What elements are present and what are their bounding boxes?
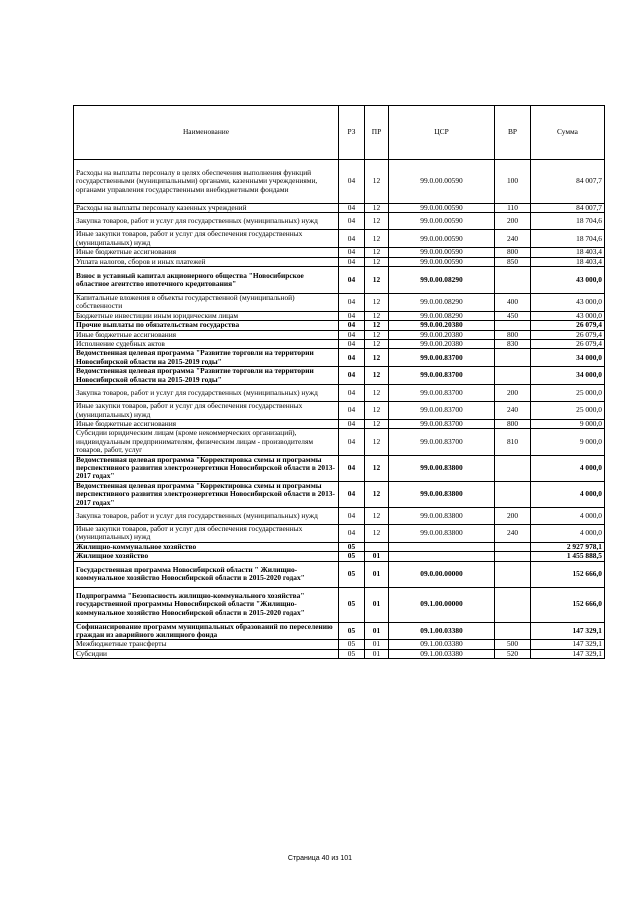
cell-pr: 12 <box>365 340 389 349</box>
cell-sum: 147 329,1 <box>531 640 605 649</box>
cell-name: Исполнение судебных актов <box>74 340 339 349</box>
cell-pr: 12 <box>365 349 389 367</box>
cell-rz: 05 <box>339 649 365 658</box>
cell-csr: 09.0.00.00000 <box>389 561 495 587</box>
cell-rz: 05 <box>339 587 365 622</box>
cell-sum: 25 000,0 <box>531 402 605 420</box>
cell-sum: 147 329,1 <box>531 622 605 640</box>
cell-vr: 240 <box>495 524 531 542</box>
cell-vr <box>495 481 531 507</box>
cell-name: Иные бюджетные ассигнования <box>74 248 339 257</box>
cell-rz: 04 <box>339 248 365 257</box>
cell-name: Закупка товаров, работ и услуг для государственных (муниципальных) нужд <box>74 385 339 402</box>
table-row <box>74 294 605 312</box>
cell-rz: 04 <box>339 419 365 428</box>
cell-rz: 04 <box>339 257 365 266</box>
cell-sum: 34 000,0 <box>531 367 605 385</box>
cell-sum: 84 007,7 <box>531 204 605 213</box>
table-row <box>74 340 605 349</box>
cell-vr: 800 <box>495 330 531 339</box>
cell-pr: 12 <box>365 321 389 330</box>
cell-pr: 12 <box>365 160 389 204</box>
page-number: Страница 40 из 101 <box>287 855 353 862</box>
table-row <box>74 213 605 230</box>
cell-rz: 04 <box>339 321 365 330</box>
table-row <box>74 640 605 649</box>
cell-name: Ведомственная целевая программа "Корректировка схемы и программы перспективного развития электроэнергетики Новосибирской области в 2013-2017 годах" <box>74 455 339 481</box>
header-sum: Сумма <box>531 106 605 160</box>
cell-name: Иные закупки товаров, работ и услуг для обеспечения государственных (муниципальных) нужд <box>74 230 339 248</box>
cell-pr: 12 <box>365 204 389 213</box>
cell-vr <box>495 267 531 294</box>
cell-vr: 400 <box>495 294 531 312</box>
header-pr: ПР <box>365 106 389 160</box>
cell-csr: 09.1.00.03380 <box>389 640 495 649</box>
cell-rz: 04 <box>339 455 365 481</box>
cell-csr: 99.0.00.83700 <box>389 367 495 385</box>
cell-csr: 99.0.00.83700 <box>389 429 495 455</box>
cell-pr <box>365 542 389 551</box>
cell-vr <box>495 455 531 481</box>
table-row <box>74 321 605 330</box>
cell-name: Иные бюджетные ассигнования <box>74 419 339 428</box>
cell-name: Иные закупки товаров, работ и услуг для обеспечения государственных (муниципальных) нужд <box>74 524 339 542</box>
cell-rz: 04 <box>339 385 365 402</box>
cell-rz: 05 <box>339 640 365 649</box>
cell-vr <box>495 367 531 385</box>
cell-csr: 99.0.00.08290 <box>389 311 495 320</box>
table-row <box>74 622 605 640</box>
cell-sum: 147 329,1 <box>531 649 605 658</box>
cell-sum: 4 000,0 <box>531 524 605 542</box>
cell-csr: 99.0.00.83700 <box>389 419 495 428</box>
table-row <box>74 542 605 551</box>
cell-csr: 99.0.00.20380 <box>389 340 495 349</box>
cell-pr: 01 <box>365 552 389 561</box>
cell-name: Иные закупки товаров, работ и услуг для обеспечения государственных (муниципальных) нужд <box>74 402 339 420</box>
header-vr: ВР <box>495 106 531 160</box>
cell-pr: 12 <box>365 213 389 230</box>
cell-name: Уплата налогов, сборов и иных платежей <box>74 257 339 266</box>
cell-name: Прочие выплаты по обязательствам государства <box>74 321 339 330</box>
cell-name: Ведомственная целевая программа "Развитие торговли на территории Новосибирской области на 2015-2019 годы" <box>74 367 339 385</box>
cell-rz: 04 <box>339 429 365 455</box>
cell-vr: 500 <box>495 640 531 649</box>
cell-rz: 04 <box>339 330 365 339</box>
cell-csr: 99.0.00.00590 <box>389 204 495 213</box>
cell-rz: 04 <box>339 524 365 542</box>
table-row <box>74 402 605 420</box>
cell-pr: 12 <box>365 385 389 402</box>
cell-sum: 9 000,0 <box>531 419 605 428</box>
cell-pr: 01 <box>365 587 389 622</box>
table-row <box>74 160 605 204</box>
table-row <box>74 419 605 428</box>
cell-csr: 99.0.00.83800 <box>389 481 495 507</box>
cell-csr: 99.0.00.08290 <box>389 267 495 294</box>
cell-pr: 01 <box>365 622 389 640</box>
cell-rz: 04 <box>339 340 365 349</box>
table-row <box>74 481 605 507</box>
cell-name: Ведомственная целевая программа "Развитие торговли на территории Новосибирской области на 2015-2019 годы" <box>74 349 339 367</box>
cell-sum: 1 455 888,5 <box>531 552 605 561</box>
cell-csr: 99.0.00.00590 <box>389 230 495 248</box>
cell-sum: 34 000,0 <box>531 349 605 367</box>
cell-name: Жилищно-коммунальное хозяйство <box>74 542 339 551</box>
cell-vr: 810 <box>495 429 531 455</box>
cell-csr: 99.0.00.83700 <box>389 402 495 420</box>
cell-rz: 04 <box>339 311 365 320</box>
cell-csr: 99.0.00.00590 <box>389 213 495 230</box>
cell-pr: 12 <box>365 248 389 257</box>
table-row <box>74 248 605 257</box>
cell-name: Капитальные вложения в объекты государственной (муниципальной) собственности <box>74 294 339 312</box>
table-row <box>74 587 605 622</box>
cell-rz: 04 <box>339 294 365 312</box>
cell-vr: 830 <box>495 340 531 349</box>
cell-vr <box>495 561 531 587</box>
cell-name: Взнос в уставный капитал акционерного общества "Новосибирское областное агентство ипотечного кредитования" <box>74 267 339 294</box>
cell-csr: 99.0.00.00590 <box>389 160 495 204</box>
cell-sum: 4 000,0 <box>531 455 605 481</box>
cell-sum: 26 079,4 <box>531 330 605 339</box>
cell-sum: 26 079,4 <box>531 321 605 330</box>
cell-name: Расходы на выплаты персоналу в целях обеспечения выполнения функций государственными (муниципальными) органами, казенными учреждениями, органами управления государственными внебюджетными фондами <box>74 160 339 204</box>
cell-sum: 26 079,4 <box>531 340 605 349</box>
cell-rz: 04 <box>339 367 365 385</box>
cell-vr: 850 <box>495 257 531 266</box>
table-row <box>74 507 605 524</box>
cell-vr: 200 <box>495 213 531 230</box>
cell-name: Расходы на выплаты персоналу казенных учреждений <box>74 204 339 213</box>
cell-name: Межбюджетные трансферты <box>74 640 339 649</box>
cell-rz: 05 <box>339 561 365 587</box>
cell-vr: 200 <box>495 385 531 402</box>
cell-pr: 12 <box>365 257 389 266</box>
cell-rz: 04 <box>339 402 365 420</box>
cell-rz: 04 <box>339 204 365 213</box>
cell-rz: 04 <box>339 481 365 507</box>
cell-pr: 12 <box>365 367 389 385</box>
cell-vr: 450 <box>495 311 531 320</box>
table-row <box>74 230 605 248</box>
cell-vr: 200 <box>495 507 531 524</box>
cell-vr: 240 <box>495 402 531 420</box>
cell-csr: 99.0.00.83800 <box>389 507 495 524</box>
cell-vr: 110 <box>495 204 531 213</box>
cell-rz: 05 <box>339 622 365 640</box>
cell-sum: 2 927 978,1 <box>531 542 605 551</box>
cell-name: Государственная программа Новосибирской области " Жилищно-коммунальное хозяйство Новосибирской области в 2015-2020 годах" <box>74 561 339 587</box>
cell-rz: 04 <box>339 507 365 524</box>
cell-csr: 99.0.00.83700 <box>389 385 495 402</box>
table-body <box>74 160 605 659</box>
cell-pr: 12 <box>365 481 389 507</box>
cell-vr: 520 <box>495 649 531 658</box>
cell-pr: 12 <box>365 507 389 524</box>
cell-name: Жилищное хозяйство <box>74 552 339 561</box>
cell-csr: 99.0.00.83700 <box>389 349 495 367</box>
cell-sum: 18 403,4 <box>531 257 605 266</box>
cell-name: Закупка товаров, работ и услуг для государственных (муниципальных) нужд <box>74 213 339 230</box>
cell-vr: 800 <box>495 248 531 257</box>
cell-name: Ведомственная целевая программа "Корректировка схемы и программы перспективного развития электроэнергетики Новосибирской области в 2013-2017 годах" <box>74 481 339 507</box>
cell-sum: 43 000,0 <box>531 294 605 312</box>
table-header-row <box>74 106 605 160</box>
table-row <box>74 524 605 542</box>
cell-csr: 09.1.00.03380 <box>389 622 495 640</box>
cell-rz: 04 <box>339 267 365 294</box>
cell-pr: 12 <box>365 330 389 339</box>
header-csr: ЦСР <box>389 106 495 160</box>
cell-pr: 12 <box>365 402 389 420</box>
table-row <box>74 552 605 561</box>
table-row <box>74 330 605 339</box>
cell-csr: 99.0.00.83800 <box>389 524 495 542</box>
header-rz: РЗ <box>339 106 365 160</box>
cell-sum: 43 000,0 <box>531 311 605 320</box>
cell-name: Софинансирование программ муниципальных образований по переселению граждан из аварийного жилищного фонда <box>74 622 339 640</box>
cell-sum: 152 666,0 <box>531 587 605 622</box>
table-row <box>74 349 605 367</box>
table-row <box>74 561 605 587</box>
table-row <box>74 455 605 481</box>
cell-pr: 12 <box>365 524 389 542</box>
cell-vr <box>495 349 531 367</box>
cell-rz: 04 <box>339 349 365 367</box>
table-row <box>74 267 605 294</box>
cell-sum: 152 666,0 <box>531 561 605 587</box>
cell-pr: 12 <box>365 230 389 248</box>
cell-pr: 12 <box>365 419 389 428</box>
table-row <box>74 385 605 402</box>
cell-rz: 04 <box>339 160 365 204</box>
cell-vr <box>495 587 531 622</box>
cell-csr: 09.1.00.03380 <box>389 649 495 658</box>
cell-sum: 9 000,0 <box>531 429 605 455</box>
cell-sum: 43 000,0 <box>531 267 605 294</box>
cell-csr: 99.0.00.00590 <box>389 248 495 257</box>
cell-sum: 25 000,0 <box>531 385 605 402</box>
cell-vr: 800 <box>495 419 531 428</box>
cell-rz: 04 <box>339 230 365 248</box>
cell-sum: 84 007,7 <box>531 160 605 204</box>
cell-name: Субсидии юридическим лицам (кроме некоммерческих организаций), индивидуальным предпринимателям, физическим лицам - производителям товаров, работ, услуг <box>74 429 339 455</box>
header-name: Наименование <box>74 106 339 160</box>
cell-vr <box>495 321 531 330</box>
cell-name: Бюджетные инвестиции иным юридическим лицам <box>74 311 339 320</box>
budget-table <box>73 105 605 659</box>
cell-vr <box>495 622 531 640</box>
cell-csr: 99.0.00.20380 <box>389 321 495 330</box>
cell-rz: 04 <box>339 213 365 230</box>
cell-sum: 18 403,4 <box>531 248 605 257</box>
cell-name: Иные бюджетные ассигнования <box>74 330 339 339</box>
cell-pr: 12 <box>365 267 389 294</box>
table-row <box>74 257 605 266</box>
cell-csr: 09.1.00.00000 <box>389 587 495 622</box>
cell-sum: 18 704,6 <box>531 230 605 248</box>
table-row <box>74 649 605 658</box>
cell-rz: 05 <box>339 552 365 561</box>
cell-sum: 4 000,0 <box>531 481 605 507</box>
cell-pr: 01 <box>365 640 389 649</box>
cell-pr: 12 <box>365 455 389 481</box>
cell-vr: 240 <box>495 230 531 248</box>
cell-pr: 01 <box>365 649 389 658</box>
cell-pr: 12 <box>365 429 389 455</box>
cell-vr <box>495 542 531 551</box>
cell-vr: 100 <box>495 160 531 204</box>
cell-sum: 4 000,0 <box>531 507 605 524</box>
cell-csr: 99.0.00.08290 <box>389 294 495 312</box>
cell-csr <box>389 552 495 561</box>
cell-csr: 99.0.00.20380 <box>389 330 495 339</box>
cell-name: Подпрограмма "Безопасность жилищно-коммунального хозяйства" государственной программы Новосибирской области "Жилищно-коммунальное хозяйство Новосибирской области в 2015-2020 годах" <box>74 587 339 622</box>
cell-csr: 99.0.00.00590 <box>389 257 495 266</box>
table-row <box>74 429 605 455</box>
cell-rz: 05 <box>339 542 365 551</box>
table-row <box>74 367 605 385</box>
table-row <box>74 204 605 213</box>
cell-sum: 18 704,6 <box>531 213 605 230</box>
cell-pr: 12 <box>365 294 389 312</box>
cell-csr <box>389 542 495 551</box>
cell-pr: 12 <box>365 311 389 320</box>
cell-csr: 99.0.00.83800 <box>389 455 495 481</box>
cell-pr: 01 <box>365 561 389 587</box>
cell-name: Закупка товаров, работ и услуг для государственных (муниципальных) нужд <box>74 507 339 524</box>
cell-vr <box>495 552 531 561</box>
table-row <box>74 311 605 320</box>
cell-name: Субсидии <box>74 649 339 658</box>
